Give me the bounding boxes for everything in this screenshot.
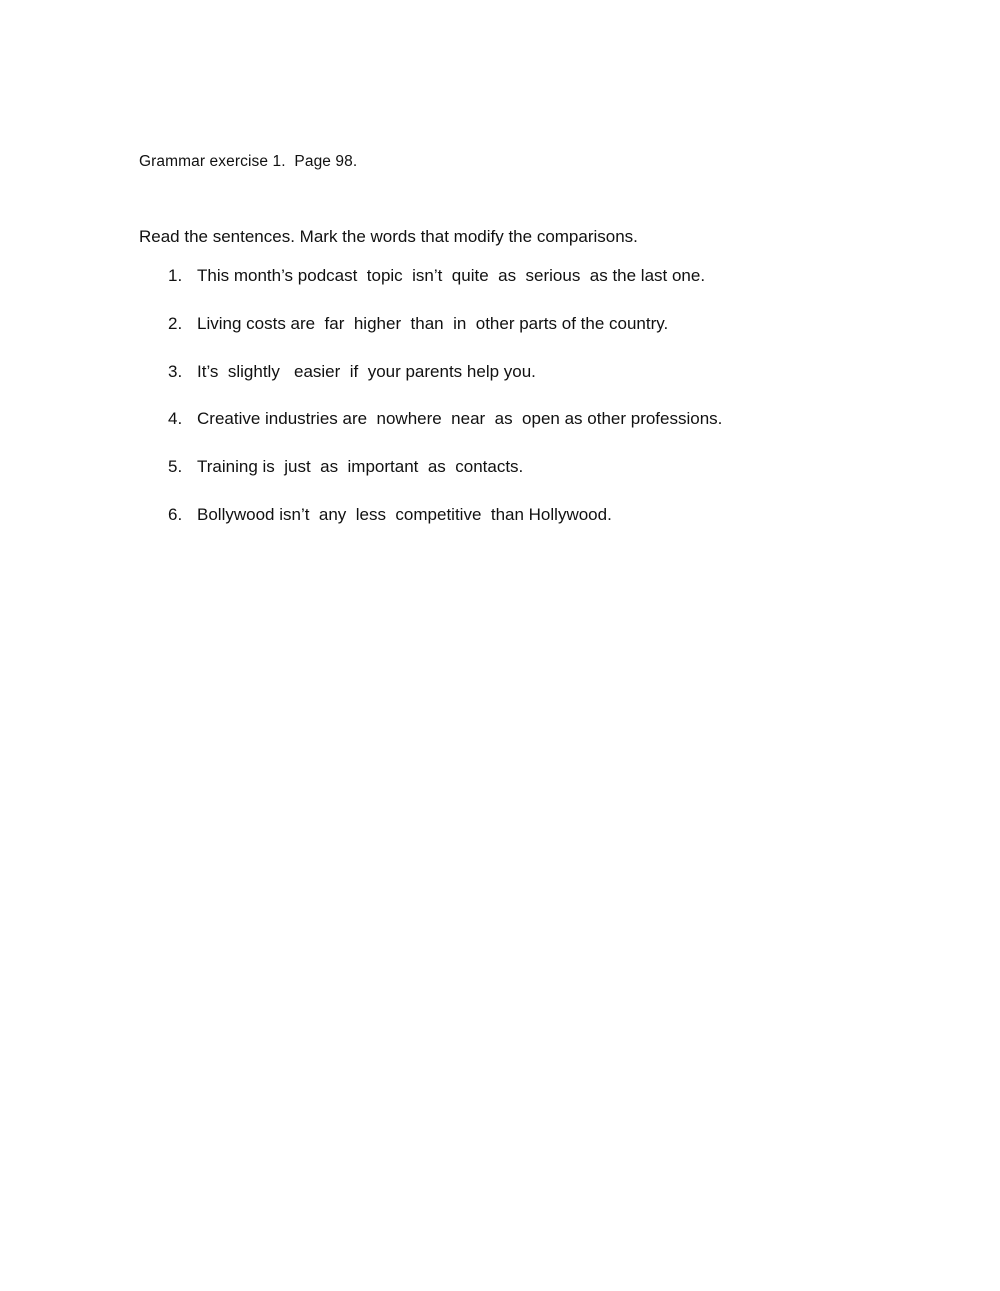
sentence-list: [168, 264, 723, 551]
list-item: [168, 360, 536, 408]
exercise-heading: Grammar exercise 1. Page 98.: [139, 153, 358, 170]
item-sentence: Living costs are far higher than in other parts of the country.: [197, 313, 669, 333]
item-sentence: Training is just as important as contacts.: [197, 457, 524, 477]
list-item: [168, 503, 612, 551]
list-item: [168, 264, 706, 312]
item-sentence: It’s slightly easier if your parents help you.: [197, 361, 536, 381]
list-item: [168, 407, 723, 455]
item-number: 2.: [168, 313, 183, 333]
item-number: 4.: [168, 409, 183, 429]
exercise-instruction: Read the sentences. Mark the words that modify the comparisons.: [139, 227, 638, 246]
list-item: [168, 455, 524, 503]
item-sentence: This month’s podcast topic isn’t quite as serious as the last one.: [197, 266, 706, 285]
list-item: [168, 312, 669, 360]
item-sentence: Bollywood isn’t any less competitive than Hollywood.: [197, 504, 612, 524]
item-number: 1.: [168, 266, 183, 285]
item-sentence: Creative industries are nowhere near as open as other professions.: [197, 409, 723, 429]
item-number: 3.: [168, 361, 183, 381]
item-number: 6.: [168, 504, 183, 524]
item-number: 5.: [168, 457, 183, 477]
